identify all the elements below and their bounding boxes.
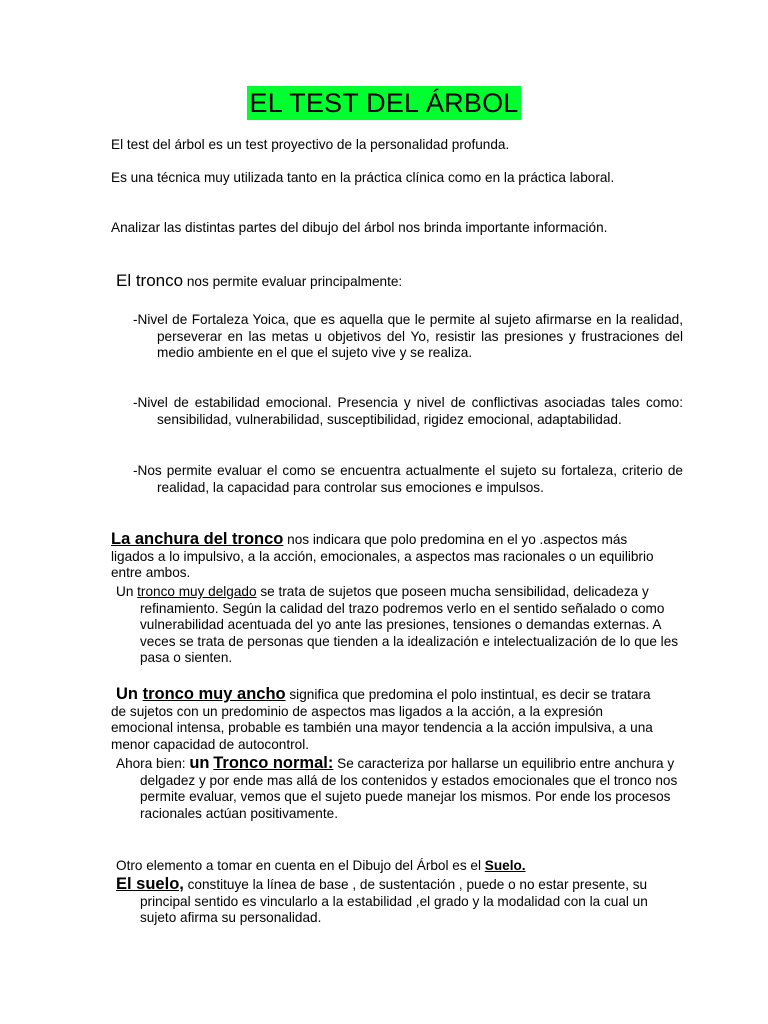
normal-un: un	[189, 754, 210, 772]
anchura-text: nos indicara que polo predomina en el yo .aspectos más ligados a lo impulsivo, a la acción, emocionales, a aspectos mas racionales o un equilibrio entre ambos.	[111, 532, 654, 581]
tronco-heading-rest: nos permite evaluar principalmente:	[183, 274, 403, 289]
tronco-item-2: -Nivel de estabilidad emocional. Presencia y nivel de conflictivas asociadas tales como: sensibilidad, vulnerabilidad, susceptibilidad, rigidez emocional, adaptabilidad.	[133, 395, 683, 427]
suelo-intro-term: Suelo.	[484, 858, 526, 873]
tronco-item-3: -Nos permite evaluar el como se encuentra actualmente el sujeto su fortaleza, criterio de realidad, la capacidad para controlar sus emociones e impulsos.	[133, 463, 683, 495]
intro-paragraph-1: El test del árbol es un test proyectivo de la personalidad profunda.	[111, 137, 510, 152]
title-container	[0, 86, 768, 120]
suelo-intro-paragraph	[116, 858, 664, 875]
suelo-intro-text: Otro elemento a tomar en cuenta en el Dibujo del Árbol es el	[116, 858, 485, 873]
delgado-paragraph	[116, 584, 684, 667]
anchura-paragraph	[111, 531, 659, 582]
page-title: EL TEST DEL ÁRBOL	[249, 88, 519, 118]
suelo-paragraph	[116, 876, 668, 927]
normal-text: Se caracteriza por hallarse un equilibrio entre anchura y delgadez y por ende mas allá de los contenidos y estados emocionales que el tronco nos permite evaluar, vemos que el sujeto puede manejar los mismos. Por ende los procesos racionales actúan positivamente.	[140, 756, 678, 821]
intro-paragraph-3: Analizar las distintas partes del dibujo del árbol nos brinda importante información.	[111, 220, 608, 235]
ancho-text: significa que predomina el polo instintual, es decir se tratara de sujetos con un predominio de aspectos mas ligados a la acción, a la expresión emocional intensa, probable es también una mayor tendencia a la acción impulsiva, a una menor capacidad de autocontrol.	[111, 687, 653, 752]
intro-paragraph-2: Es una técnica muy utilizada tanto en la práctica clínica como en la práctica laboral.	[111, 170, 615, 185]
delgado-term: tronco muy delgado	[137, 584, 257, 599]
anchura-heading: La anchura del tronco	[111, 530, 284, 548]
ancho-paragraph	[111, 686, 659, 753]
delgado-prefix: Un	[116, 584, 138, 599]
ancho-term: tronco muy ancho	[142, 685, 286, 703]
suelo-text: constituye la línea de base , de sustentación , puede o no estar presente, su principal sentido es vincularlo a la estabilidad ,el grado y la modalidad con la cual un sujeto afirma su personalidad.	[140, 877, 648, 926]
ancho-prefix: Un	[116, 685, 143, 703]
delgado-text: se trata de sujetos que poseen mucha sensibilidad, delicadeza y refinamiento. Según la calidad del trazo podremos verlo en el sentido señalado o como vulnerabilidad acentuada del yo ante las presiones, tensiones o demandas externas. A veces se trata de personas que tienden a la idealización e intelectualización de lo que les pasa o sienten.	[140, 584, 679, 666]
normal-prefix: Ahora bien:	[116, 756, 190, 771]
tronco-item-1: -Nivel de Fortaleza Yoica, que es aquella que le permite al sujeto afirmarse en la realidad, perseverar en las metas u objetivos del Yo, resistir las presiones y frustraciones del medio ambiente en el que el sujeto vive y se realiza.	[133, 312, 683, 361]
normal-term: Tronco normal:	[213, 754, 334, 772]
normal-paragraph	[116, 755, 680, 822]
tronco-heading-line	[116, 273, 656, 291]
suelo-heading: El suelo,	[116, 875, 184, 893]
tronco-heading: El tronco	[116, 271, 184, 290]
